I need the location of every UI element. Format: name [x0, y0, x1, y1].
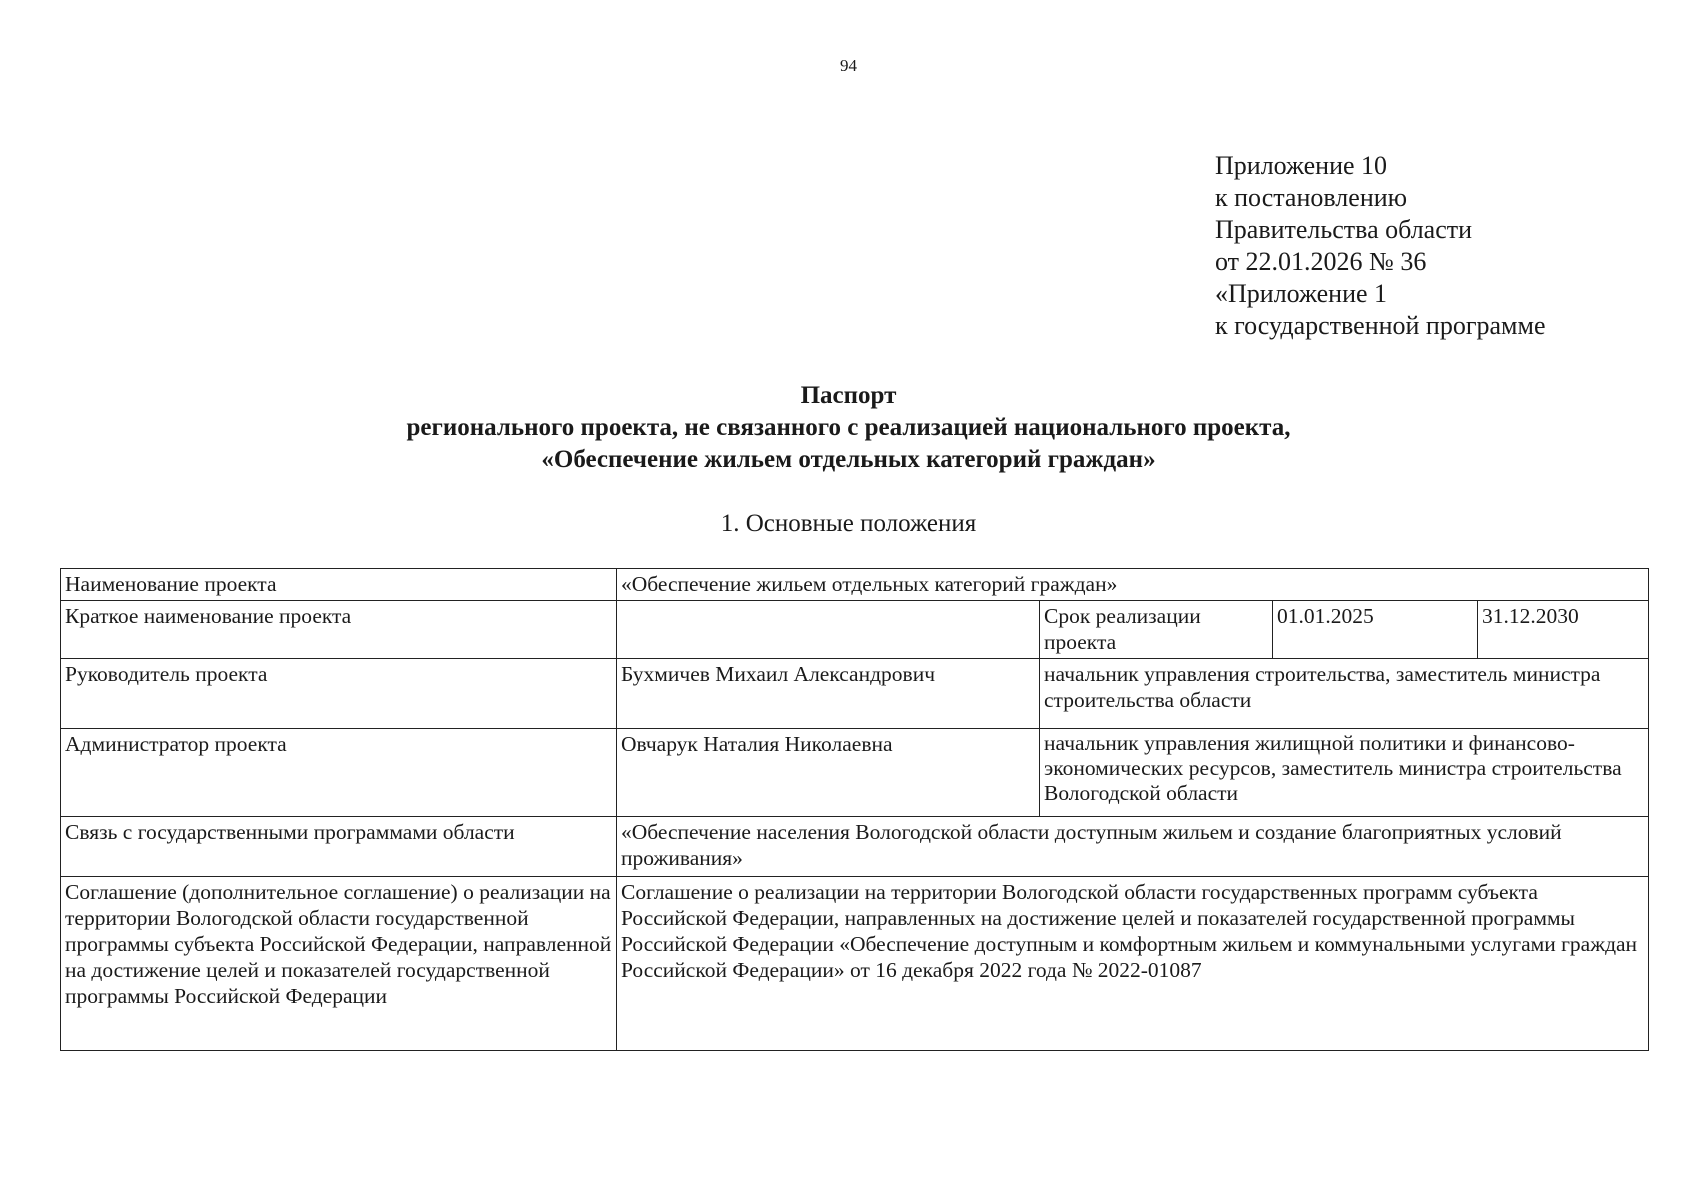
appendix-line: «Приложение 1 [1215, 279, 1388, 308]
appendix-line: к государственной программе [1215, 311, 1546, 340]
table-row-short-name [61, 601, 1649, 659]
leader-name: Бухмичев Михаил Александрович [617, 659, 1040, 729]
appendix-block [1215, 150, 1546, 342]
short-name-value [617, 601, 1040, 659]
appendix-line: от 22.01.2026 № 36 [1215, 247, 1427, 276]
agreement-value: Соглашение о реализации на территории Вологодской области государственных программ субъекта Российской Федерации, направленных на достижение целей и показателей государственной программы Российской Федерации «Обеспечение доступным и комфортным жильем и коммунальными услугами граждан Российской Федерации» от 16 декабря 2022 года № 2022-01087 [617, 877, 1649, 1051]
page-number: 94 [840, 56, 857, 75]
leader-position: начальник управления строительства, заместитель министра строительства области [1040, 659, 1649, 729]
passport-table [60, 568, 1649, 1051]
start-date: 01.01.2025 [1273, 601, 1478, 659]
table-row-leader [61, 659, 1649, 729]
table-row-administrator [61, 729, 1649, 817]
table-row-project-name [61, 569, 1649, 601]
title-line-project-name: «Обеспечение жильем отдельных категорий граждан» [541, 446, 1156, 473]
agreement-label: Соглашение (дополнительное соглашение) о реализации на территории Вологодской области государственной программы субъекта Российской Федерации, направленной на достижение целей и показателей государственной программы Российской Федерации [61, 877, 617, 1051]
title-line-passport: Паспорт [800, 382, 897, 409]
appendix-line: Приложение 10 [1215, 151, 1388, 180]
section-heading: 1. Основные положения [720, 510, 977, 537]
end-date: 31.12.2030 [1478, 601, 1649, 659]
table-row-state-programs [61, 817, 1649, 877]
administrator-name: Овчарук Наталия Николаевна [617, 729, 1040, 817]
state-programs-label: Связь с государственными программами области [61, 817, 617, 877]
project-name-label: Наименование проекта [61, 569, 617, 601]
administrator-position: начальник управления жилищной политики и финансово-экономических ресурсов, заместитель министра строительства Вологодской области [1040, 729, 1649, 817]
project-name-value: «Обеспечение жильем отдельных категорий граждан» [617, 569, 1649, 601]
state-programs-value: «Обеспечение населения Вологодской области доступным жильем и создание благоприятных условий проживания» [617, 817, 1649, 877]
document-title [0, 380, 1697, 476]
term-label: Срок реализации проекта [1040, 601, 1273, 659]
title-line-description: регионального проекта, не связанного с реализацией национального проекта, [406, 414, 1291, 441]
appendix-line: Правительства области [1215, 215, 1473, 244]
short-name-label: Краткое наименование проекта [61, 601, 617, 659]
table-row-agreement [61, 877, 1649, 1051]
leader-label: Руководитель проекта [61, 659, 617, 729]
administrator-label: Администратор проекта [61, 729, 617, 817]
appendix-line: к постановлению [1215, 183, 1408, 212]
